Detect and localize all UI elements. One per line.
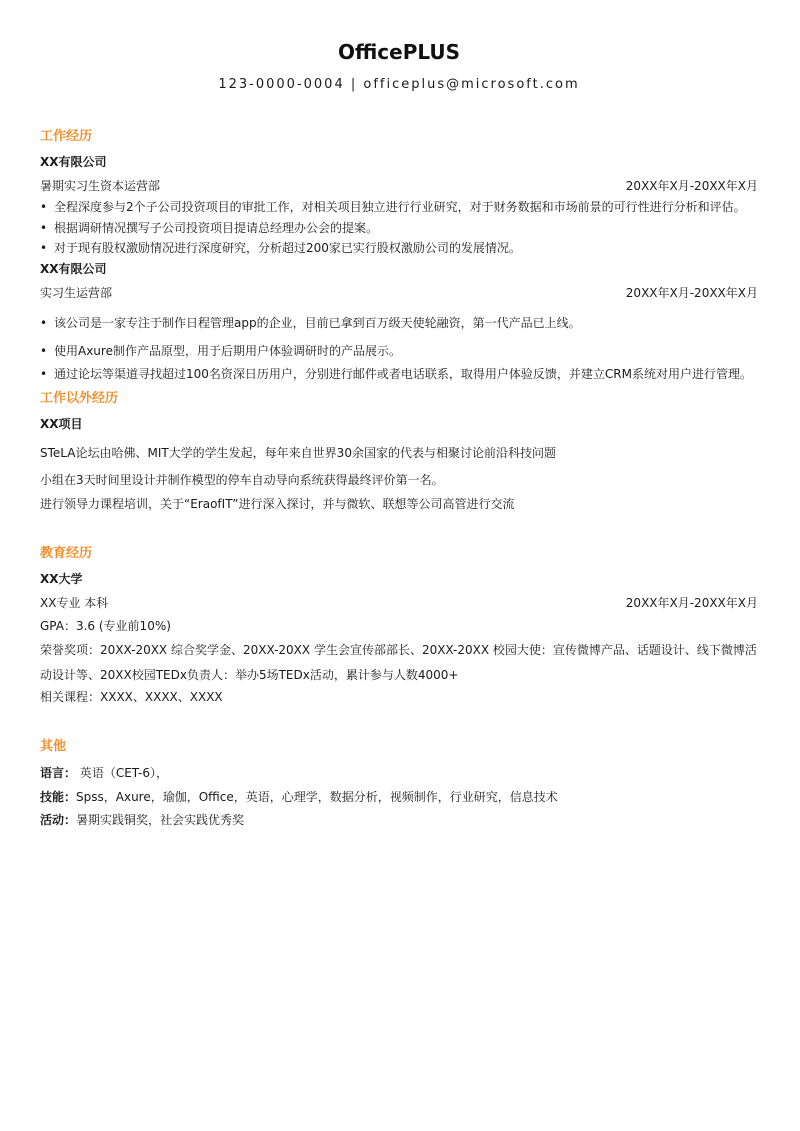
list-item: • 该公司是一家专注于制作日程管理app的企业，目前已拿到百万级天使轮融资，第一代产品已上线。 (40, 316, 581, 330)
list-item: • 根据调研情况撰写子公司投资项目提请总经理办公会的提案。 (40, 221, 379, 235)
bullet-dot-icon: • (40, 316, 48, 330)
section-heading-extra: 工作以外经历 (40, 391, 119, 406)
section-heading-other: 其他 (40, 739, 67, 754)
section-heading-education: 教育经历 (40, 546, 93, 561)
other-item-label: 语言： (40, 766, 77, 780)
other-item (40, 764, 758, 782)
bullet-dot-icon: • (40, 221, 48, 235)
bullet-dot-icon: • (40, 344, 48, 358)
education-courses: 相关课程：XXXX、XXXX、XXXX (40, 690, 223, 704)
education-awards: 荣誉奖项：20XX-20XX 综合奖学金、20XX-20XX 学生会宣传部部长、20XX-20XX 校园大使：宣传微博产品、话题设计、线下微博活动设计等、20XX校园TEDx负责人：举办5场TEDx活动，累计参与人数4000+ (40, 643, 757, 682)
extra-line: 小组在3天时间里设计并制作模型的停车自动导向系统获得最终评价第一名。 (40, 473, 444, 487)
bullet-dot-icon: • (40, 200, 48, 214)
list-item: • 通过论坛等渠道寻找超过100名资深日历用户，分别进行邮件或者电话联系，取得用户体验反馈，并建立CRM系统对用户进行管理。 (40, 367, 752, 381)
list-item: • 对于现有股权激励情况进行深度研究，分析超过200家已实行股权激励公司的发展情况。 (40, 241, 521, 255)
other-item-value: 英语（CET-6）， (76, 766, 168, 780)
contact-info: 123-0000-0004 | officeplus@microsoft.com (218, 77, 580, 92)
job-role: 暑期实习生资本运营部 (40, 179, 161, 193)
other-item (40, 788, 758, 806)
school-name: XX大学 (40, 572, 83, 586)
job-row (40, 177, 758, 195)
extra-line: 进行领导力课程培训，关于“EraofIT”进行深入探讨，并与微软、联想等公司高管进行交流 (40, 497, 515, 511)
job-role: 实习生运营部 (40, 286, 113, 300)
project-name: XX项目 (40, 417, 83, 431)
other-item (40, 811, 758, 829)
education-major: XX专业 本科 (40, 596, 109, 610)
other-item-value: Spss，Axure，瑜伽，Office，英语，心理学，数据分析，视频制作，行业研究，信息技术 (76, 790, 558, 804)
bullet-dot-icon: • (40, 367, 48, 381)
bullet-dot-icon: • (40, 241, 48, 255)
other-item-label: 活动： (40, 813, 77, 827)
education-row (40, 594, 758, 612)
extra-line: STeLA论坛由哈佛、MIT大学的学生发起，每年来自世界30余国家的代表与相聚讨论前沿科技问题 (40, 446, 556, 460)
education-date: 20XX年X月-20XX年X月 (625, 596, 758, 610)
section-heading-work: 工作经历 (40, 129, 93, 144)
list-item: • 使用Axure制作产品原型，用于后期用户体验调研时的产品展示。 (40, 344, 401, 358)
company-name: XX有限公司 (40, 155, 107, 169)
company-name: XX有限公司 (40, 262, 107, 276)
job-date: 20XX年X月-20XX年X月 (625, 286, 758, 300)
education-gpa: GPA：3.6 (专业前10%) (40, 619, 171, 633)
other-item-label: 技能： (40, 790, 77, 804)
job-date: 20XX年X月-20XX年X月 (625, 179, 758, 193)
other-item-value: 暑期实践铜奖，社会实践优秀奖 (76, 813, 245, 827)
candidate-name: OfficePLUS (337, 40, 461, 64)
job-row (40, 284, 758, 302)
list-item: • 全程深度参与2个子公司投资项目的审批工作，对相关项目独立进行行业研究，对于财务数据和市场前景的可行性进行分析和评估。 (40, 200, 746, 214)
